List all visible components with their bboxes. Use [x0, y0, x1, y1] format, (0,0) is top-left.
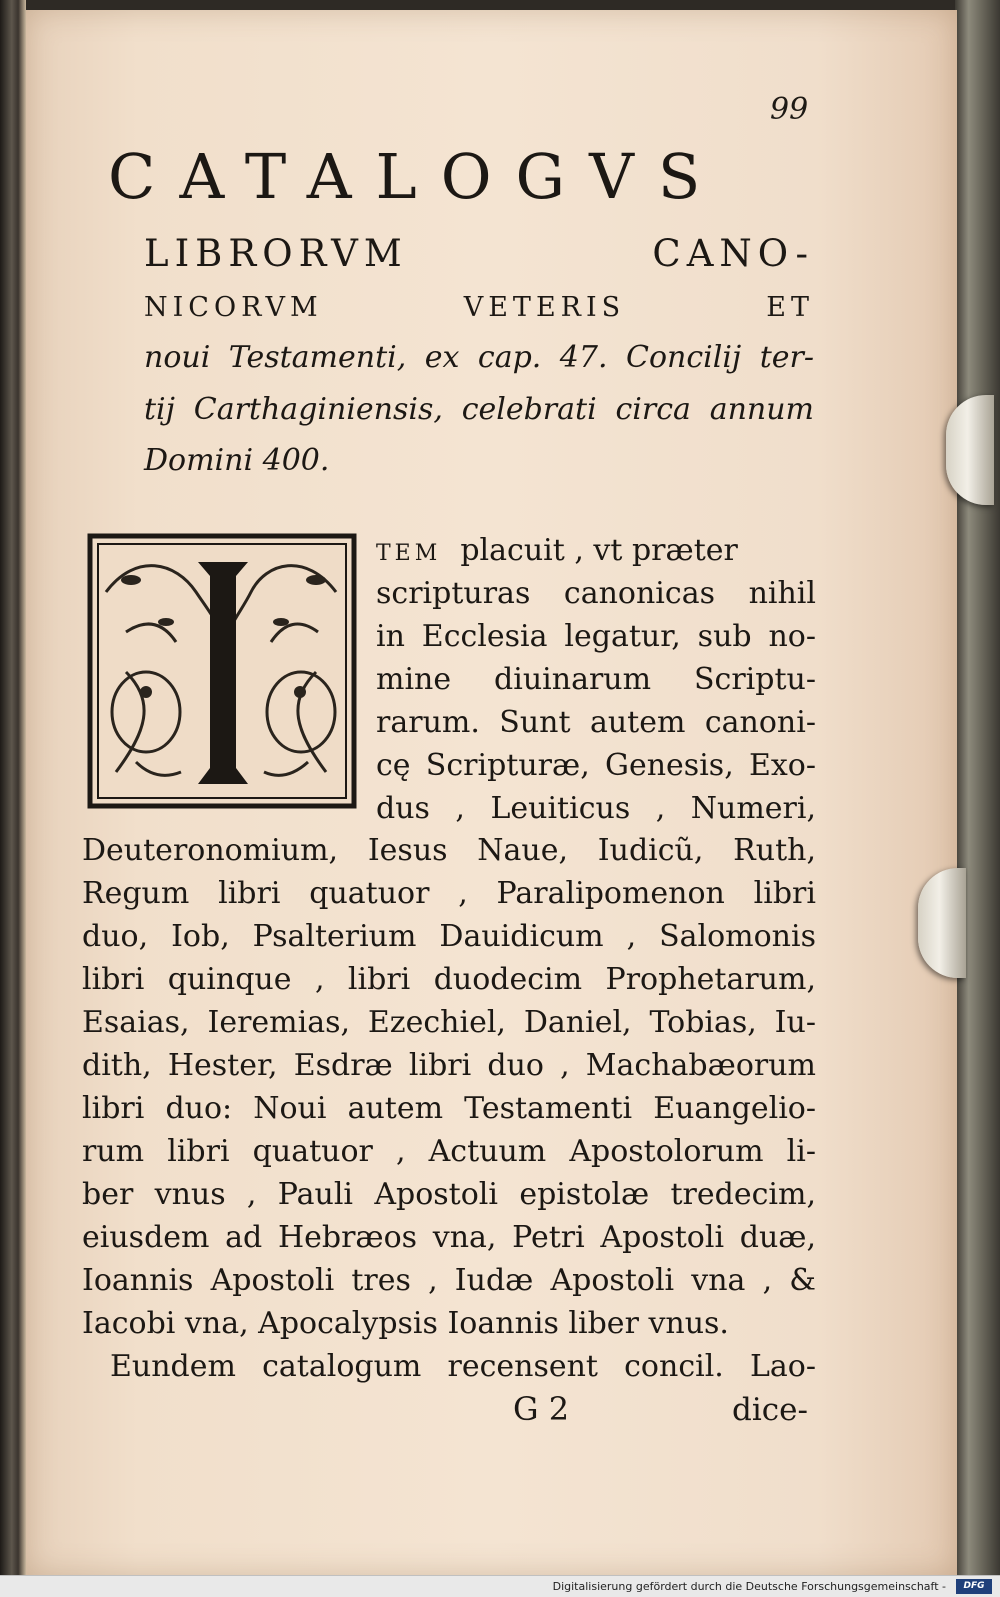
initial-word-rest: TEM — [376, 541, 442, 566]
body-line-10: duo, Iob, Psalterium Dauidicum , Salomonis — [82, 919, 816, 954]
catchword: dice- — [732, 1392, 808, 1428]
body-line-2: scripturas canonicas nihil — [376, 576, 816, 611]
footer-bar — [0, 1575, 1000, 1597]
body-line-19: Iacobi vna, Apocalypsis Ioannis liber vnus. — [82, 1306, 729, 1341]
body-line-20: Eundem catalogum recensent concil. Lao- — [110, 1349, 816, 1384]
book-fore-edge — [955, 0, 1000, 1575]
body-line-5: rarum. Sunt autem canoni- — [376, 705, 816, 740]
body-line-13: dith, Hester, Esdræ libri duo , Machabæorum — [82, 1048, 816, 1083]
body-line-1-text: placuit , vt præter — [460, 533, 738, 568]
body-line-14: libri duo: Noui autem Testamenti Euangelio- — [82, 1091, 816, 1126]
body-line-15: rum libri quatuor , Actuum Apostolorum li- — [82, 1134, 816, 1169]
body-line-11: libri quinque , libri duodecim Prophetarum, — [82, 962, 816, 997]
body-line-6: cę Scripturæ, Genesis, Exo- — [376, 748, 816, 783]
body-line-18: Ioannis Apostoli tres , Iudæ Apostoli vna , & — [82, 1263, 816, 1298]
dfg-logo: DFG — [956, 1579, 992, 1594]
subtitle-line-3: Domini 400. — [144, 443, 330, 478]
subtitle-line-2: tij Carthaginiensis, celebrati circa annum — [144, 392, 814, 427]
page-number: 99 — [770, 92, 809, 127]
body-line-7: dus , Leuiticus , Numeri, — [376, 791, 816, 826]
body-line-3: in Ecclesia legatur, sub no- — [376, 619, 816, 654]
subtitle-line-1: noui Testamenti, ex cap. 47. Concilij ter- — [144, 340, 814, 375]
body-line-16: ber vnus , Pauli Apostoli epistolæ tredecim, — [82, 1177, 816, 1212]
body-line-17: eiusdem ad Hebræos vna, Petri Apostoli duæ, — [82, 1220, 816, 1255]
decorated-initial-i — [86, 532, 358, 810]
body-line-8: Deuteronomium, Iesus Naue, Iudicũ, Ruth, — [82, 833, 816, 868]
title-line-2: LIBRORVM CANO- — [144, 232, 814, 275]
title-catalogus: CATALOGVS — [108, 140, 725, 213]
body-line-9: Regum libri quatuor , Paralipomenon libri — [82, 876, 816, 911]
signature-mark: G 2 — [513, 1390, 570, 1428]
footer-credit: Digitalisierung gefördert durch die Deutsche Forschungsgemeinschaft - — [552, 1580, 946, 1593]
page-clip-lower — [918, 868, 966, 978]
body-line-4: mine diuinarum Scriptu- — [376, 662, 816, 697]
body-line-12: Esaias, Ieremias, Ezechiel, Daniel, Tobias, Iu- — [82, 1005, 816, 1040]
title-line-3: NICORVM VETERIS ET — [144, 292, 814, 323]
book-spine-edge — [0, 0, 26, 1596]
page-clip-upper — [946, 395, 994, 505]
body-line-first — [376, 533, 816, 568]
